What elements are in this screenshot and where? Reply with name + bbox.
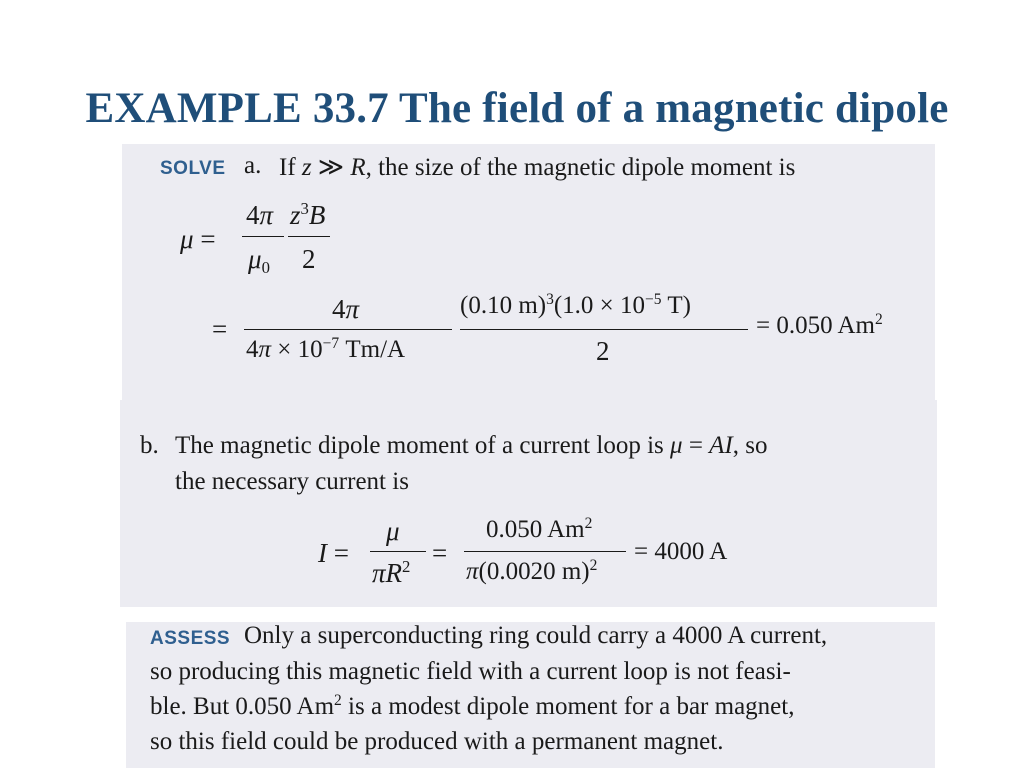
assess-line2: so producing this magnetic field with a current loop is not feasi- bbox=[150, 658, 791, 685]
eq2-frac1-num: 4π bbox=[332, 294, 360, 324]
eq2-frac1-den: $4\pi \times 10^{-7}$ Tm/A bbox=[246, 334, 406, 363]
eq3-frac1-bar bbox=[370, 551, 426, 552]
eq3-lhs: I = bbox=[318, 538, 349, 568]
part-a-label: a. bbox=[244, 152, 262, 179]
eq2-frac2-den: 2 bbox=[596, 336, 610, 366]
eq1-frac2-bar bbox=[288, 236, 330, 237]
eq2-frac2-num: (0.10 $m)^3(1.0 \times 10^{-5}$ T) bbox=[460, 290, 691, 319]
eq3-result: = 4000 A bbox=[634, 538, 728, 565]
assess-line3: ble. But 0.050 Am$^2$ is a modest dipole moment for a bar magnet, bbox=[150, 691, 795, 720]
part-b-line1: The magnetic dipole moment of a current loop is μ = AI, so bbox=[175, 432, 768, 459]
part-b-panel bbox=[120, 400, 937, 607]
eq1-frac1-num: 4π bbox=[246, 200, 274, 230]
eq2-result: = 0.050 Am$^2$ bbox=[756, 310, 883, 339]
solve-tag: SOLVE bbox=[160, 158, 226, 179]
eq3-frac1-num: μ bbox=[386, 516, 400, 546]
eq3-frac1-den: $\pi R^2$ bbox=[372, 556, 411, 588]
assess-tag: ASSESS bbox=[150, 628, 231, 649]
part-b-line2: the necessary current is bbox=[175, 468, 409, 495]
slide-title: EXAMPLE 33.7 The field of a magnetic dipole bbox=[85, 85, 949, 132]
eq1-frac2-num: $z^3B$ bbox=[290, 198, 326, 230]
eq3-mid: = bbox=[432, 538, 448, 568]
assess-line4: so this field could be produced with a permanent magnet. bbox=[150, 728, 724, 755]
eq2-frac2-bar bbox=[460, 329, 748, 330]
eq3-frac2-num: 0.050 Am$^2$ bbox=[486, 514, 593, 543]
solve-panel bbox=[122, 144, 935, 406]
eq1-frac1-den: $\mu_0$ bbox=[248, 244, 270, 278]
eq2-frac1-bar bbox=[244, 329, 452, 330]
assess-panel bbox=[126, 622, 935, 768]
eq1-frac1-bar bbox=[242, 236, 284, 237]
eq1-frac2-den: 2 bbox=[302, 244, 316, 274]
assess-line1: Only a superconducting ring could carry a 4000 A current, bbox=[244, 622, 828, 649]
eq3-frac2-bar bbox=[464, 551, 626, 552]
part-a-text: If z ≫ R, the size of the magnetic dipole moment is bbox=[279, 154, 796, 181]
part-b-label: b. bbox=[140, 432, 159, 459]
eq3-frac2-den: π(0.0020 m)$^2$ bbox=[466, 556, 598, 585]
eq2-eq-sign: = bbox=[212, 314, 228, 344]
eq1-lhs: μ = bbox=[180, 224, 216, 254]
